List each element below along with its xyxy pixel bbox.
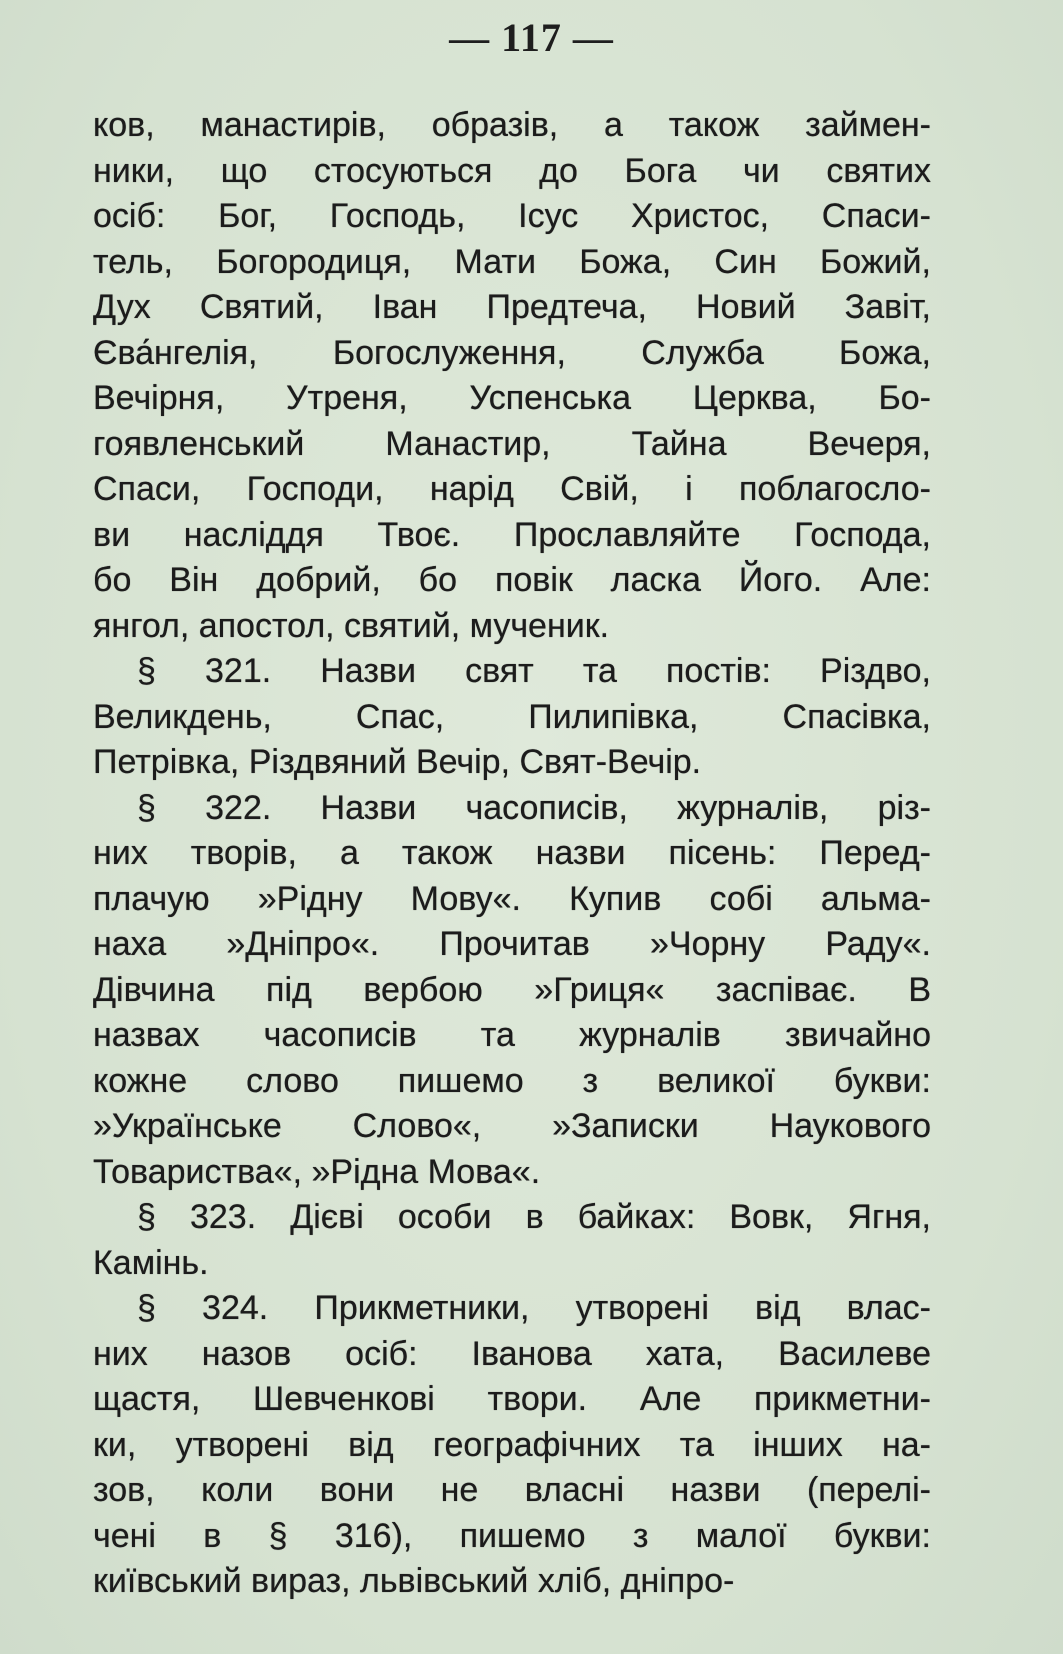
text-line: § 322. Назви часописів, журналів, різ- — [137, 788, 931, 827]
text-line: ков, манастирів, образів, а також займен- — [93, 106, 931, 144]
paragraph — [93, 649, 931, 786]
text-line: плачую »Рідну Мову«. Купив собі альма- — [93, 879, 931, 918]
text-line: § 324. Прикметники, утворені від влас- — [137, 1289, 931, 1327]
text-line: кожне слово пишемо з великої букви: — [93, 1061, 931, 1100]
text-line: щастя, Шевченкові твори. Але прикметни- — [93, 1380, 931, 1418]
text-line: ви насліддя Твоє. Прославляйте Господа, — [93, 515, 931, 554]
paragraph — [93, 1286, 931, 1605]
text-line: Петрівка, Різдвяний Вечір, Свят-Вечір. — [93, 743, 702, 781]
text-line: назвах часописів та журналів звичайно — [93, 1016, 931, 1054]
text-line: них назов осіб: Іванова хата, Василеве — [93, 1334, 931, 1373]
text-line: наха »Дніпро«. Прочитав »Чорну Раду«. — [93, 925, 931, 963]
text-line: Камінь. — [93, 1243, 209, 1282]
paragraph — [93, 103, 931, 649]
paragraph — [93, 786, 931, 1196]
text-line: Великдень, Спас, Пилипівка, Спасівка, — [93, 697, 931, 736]
text-line: них творів, а також назви пісень: Перед- — [93, 834, 931, 872]
text-line: Товариства«, »Рідна Мова«. — [93, 1152, 541, 1191]
text-line: Спаси, Господи, нарід Свій, і поблагосло- — [93, 470, 931, 508]
text-line: Єва́нгелія, Богослуження, Служба Божа, — [93, 333, 931, 372]
text-line: ки, утворені від географічних та інших на- — [93, 1425, 931, 1464]
text-line: § 321. Назви свят та постів: Різдво, — [137, 652, 931, 690]
text-line: Дух Святий, Іван Предтеча, Новий Завіт, — [93, 288, 931, 326]
text-line: бо Він добрий, бо повік ласка Його. Але: — [93, 561, 931, 599]
text-line: янгол, апостол, святий, мученик. — [93, 606, 610, 645]
body-text — [93, 103, 931, 1605]
paragraph — [93, 1195, 931, 1286]
text-line: »Українське Слово«, »Записки Наукового — [93, 1107, 931, 1145]
text-line: зов, коли вони не власні назви (перелі- — [93, 1471, 931, 1509]
text-line: § 323. Дієві особи в байках: Вовк, Ягня, — [137, 1198, 931, 1236]
text-line: гоявленський Манастир, Тайна Вечеря, — [93, 424, 931, 463]
text-line: київський вираз, львівський хліб, дніпро- — [93, 1562, 735, 1600]
text-line: Дівчина під вербою »Гриця« заспіває. В — [93, 970, 931, 1009]
text-line: осіб: Бог, Господь, Ісус Христос, Спаси- — [93, 197, 931, 235]
text-line: ники, що стосуються до Бога чи святих — [93, 151, 931, 190]
text-line: тель, Богородиця, Мати Божа, Син Божий, — [93, 242, 931, 281]
text-line: чені в § 316), пишемо з малої букви: — [93, 1516, 931, 1555]
text-line: Вечірня, Утреня, Успенська Церква, Бо- — [93, 379, 931, 417]
page-number: — 117 — — [449, 15, 614, 60]
